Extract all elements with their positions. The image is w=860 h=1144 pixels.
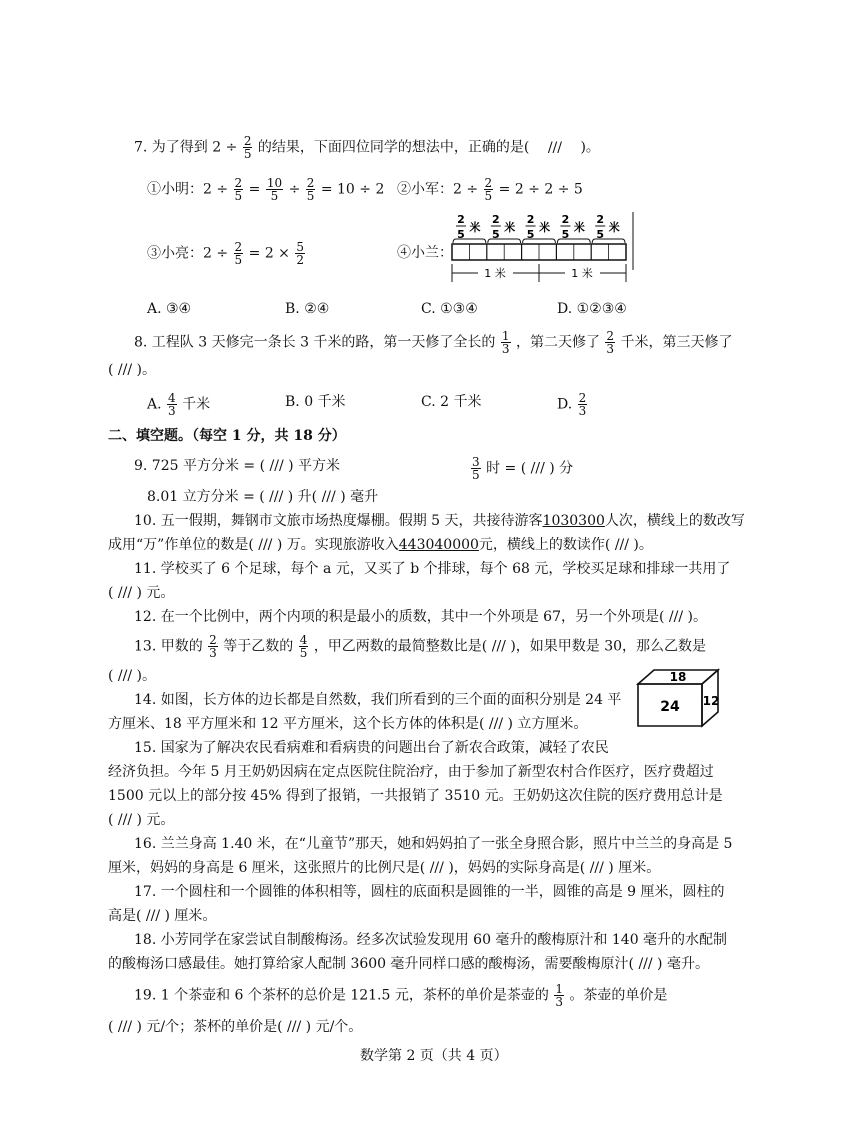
q13-line2[interactable]: ( /// )。: [108, 668, 156, 684]
segment-label: [560, 213, 585, 241]
q15-line1: 15. 国家为了解决农民看病难和看病贵的问题出台了新农合政策，减轻了农民: [134, 740, 609, 756]
q8-stem: 8. 工程队 3 天修完一条长 3 千米的路，第一天修了全长的 $\frac{1}{3}$ ，第二天修了 $\frac{2}{3}$ 千米，第三天修了: [134, 329, 733, 356]
q7-stem-b: 的结果，下面四位同学的想法中，正确的是(: [257, 139, 530, 156]
q7-option-2: ②小军：2 ÷ $\frac{2}{5}$ = 2 ÷ 2 ÷ 5: [397, 176, 583, 203]
q16-line1: 16. 兰兰身高 1.40 米，在“儿童节”那天，她和妈妈拍了一张全身照合影，照片中兰兰的身高是 5: [134, 836, 733, 852]
fraction-2-5: $\frac{2}{5}$: [484, 176, 493, 203]
segment-label: [456, 213, 481, 241]
q14-line1: 14. 如图，长方体的边长都是自然数，我们所看到的三个面的面积分别是 24 平: [134, 692, 622, 708]
choice-a[interactable]: A. ③④: [147, 301, 192, 317]
fraction-5-2: $\frac{5}{2}$: [296, 240, 305, 267]
side-face-label: 12: [702, 694, 720, 708]
svg-text:2: 2: [457, 213, 465, 226]
q18-line1: 18. 小芳同学在家尝试自制酸梅汤。经多次试验发现用 60 毫升的酸梅原汁和 140 毫升的水配制: [134, 932, 728, 948]
svg-text:2: 2: [526, 213, 535, 226]
fraction-2-5: $\frac{2}{5}$: [234, 240, 243, 267]
choice-a[interactable]: A. $\frac{4}{3}$ 千米: [147, 391, 211, 418]
segment-diagram: [448, 208, 638, 294]
svg-text:5: 5: [596, 228, 605, 241]
q11-line1: 11. 学校买了 6 个足球，每个 a 元，又买了 b 个排球，每个 68 元，学校买足球和排球一共用了: [134, 561, 731, 577]
fraction-1-3: $\frac{1}{3}$: [501, 329, 510, 356]
q7-blank[interactable]: ///: [547, 139, 562, 156]
q18-line2: 的酸梅汤口感最佳。她打算给家人配制 3600 毫升同样口感的酸梅汤，需要酸梅原汁( /// ) 毫升。: [108, 956, 709, 972]
cuboid-diagram: [632, 664, 732, 730]
svg-text:5: 5: [526, 228, 535, 241]
fraction-2-5: $\frac{2}{5}$: [243, 134, 252, 161]
q14-line2: 方厘米、18 平方厘米和 12 平方厘米，这个长方体的体积是( /// ) 立方厘米。: [108, 716, 588, 732]
q7-stem-end: )。: [580, 139, 600, 156]
q9-a: 9. 725 平方分米 = ( /// ) 平方米: [134, 458, 341, 474]
svg-text:米: 米: [504, 221, 516, 234]
q15-line2: 经济负担。今年 5 月王奶奶因病在定点医院住院治疗，由于参加了新型农村合作医疗，医疗费超过: [108, 764, 714, 780]
fraction-4-5: $\frac{4}{5}$: [299, 633, 308, 660]
choice-b[interactable]: B. ②④: [285, 301, 330, 317]
svg-text:5: 5: [491, 228, 500, 241]
segment-label: [595, 213, 620, 241]
fraction-2-5: $\frac{2}{5}$: [306, 176, 315, 203]
choice-d[interactable]: D. ①②③④: [557, 301, 627, 317]
page-footer: 数学第 2 页（共 4 页）: [360, 1048, 508, 1064]
choice-c[interactable]: C. 2 千米: [421, 394, 482, 410]
choice-c[interactable]: C. ①③④: [421, 301, 478, 317]
one-meter-label: 1 米: [571, 267, 593, 280]
fraction-2-3: $\frac{2}{3}$: [209, 633, 217, 660]
fraction-3-5: $\frac{3}{5}$: [472, 455, 480, 482]
q7-option-4-label: ④小兰：: [397, 245, 453, 261]
svg-text:2: 2: [596, 213, 605, 226]
q10-line2: 成用“万”作单位的数是( /// ) 万。实现旅游收入443040000元，横线上的数读作( /// )。: [108, 537, 653, 553]
q7-stem-a: 7. 为了得到 2 ÷: [134, 139, 238, 156]
choice-d[interactable]: D. $\frac{2}{3}$: [557, 391, 587, 418]
svg-text:米: 米: [469, 221, 481, 234]
visitor-count: 1030300: [542, 513, 605, 529]
fraction-10-5: $\frac{10}{5}$: [266, 176, 283, 203]
fraction-2-3: $\frac{2}{3}$: [578, 391, 587, 418]
svg-text:2: 2: [491, 213, 500, 226]
svg-text:米: 米: [573, 221, 585, 234]
q16-line2: 厘米，妈妈的身高是 6 厘米，这张照片的比例尺是( /// )，妈妈的实际身高是( /// ) 厘米。: [108, 860, 661, 876]
svg-text:2: 2: [561, 213, 570, 226]
q7-option-3: ③小亮：2 ÷ $\frac{2}{5}$ = 2 × $\frac{5}{2}$: [147, 240, 305, 267]
svg-text:米: 米: [539, 221, 551, 234]
q11-line2[interactable]: ( /// ) 元。: [108, 585, 175, 601]
front-face-label: 24: [660, 699, 680, 715]
q8-blank-line[interactable]: ( /// )。: [108, 362, 156, 378]
income-number: 443040000: [398, 537, 479, 553]
svg-text:5: 5: [561, 228, 570, 241]
section-heading: 二、填空题。（每空 1 分，共 18 分）: [108, 428, 346, 444]
q9-b: $\frac{3}{5}$ 时 = ( /// ) 分: [472, 455, 574, 482]
q15-line4[interactable]: ( /// ) 元。: [108, 812, 175, 828]
q10-line1: 10. 五一假期，舞钢市文旅市场热度爆棚。假期 5 天，共接待游客1030300人次，横线上的数改写: [134, 513, 745, 529]
top-face-label: 18: [669, 670, 687, 684]
fraction-1-3: $\frac{1}{3}$: [555, 982, 563, 1009]
q17-line2: 高是( /// ) 厘米。: [108, 908, 217, 924]
q9-c: 8.01 立方分米 = ( /// ) 升( /// ) 毫升: [147, 489, 379, 505]
q17-line1: 17. 一个圆柱和一个圆锥的体积相等，圆柱的底面积是圆锥的一半，圆锥的高是 9 厘米，圆柱的: [134, 884, 725, 900]
q15-line3: 1500 元以上的部分按 45% 得到了报销，一共报销了 3510 元。王奶奶这次住院的医疗费用总计是: [108, 788, 723, 804]
q13-line1: 13. 甲数的 $\frac{2}{3}$ 等于乙数的 $\frac{4}{5}$ ，甲乙两数的最简整数比是( /// )，如果甲数是 30，那么乙数是: [134, 633, 707, 660]
segment-label: [491, 213, 516, 241]
svg-text:米: 米: [608, 221, 620, 234]
fraction-2-3: $\frac{2}{3}$: [606, 329, 615, 356]
segment-label: [526, 213, 551, 241]
one-meter-label: 1 米: [484, 267, 506, 280]
choice-b[interactable]: B. 0 千米: [285, 394, 346, 410]
q7-option-1: ①小明：2 ÷ $\frac{2}{5}$ = $\frac{10}{5}$ ÷ $\frac{2}{5}$ = 10 ÷ 2: [147, 176, 385, 203]
svg-text:5: 5: [457, 228, 465, 241]
q7-stem: [134, 135, 600, 160]
fraction-4-3: $\frac{4}{3}$: [168, 391, 176, 418]
q19-line1: 19. 1 个茶壶和 6 个茶杯的总价是 121.5 元，茶杯的单价是茶壶的 $\frac{1}{3}$ 。茶壶的单价是: [134, 982, 668, 1009]
q12: 12. 在一个比例中，两个内项的积是最小的质数，其中一个外项是 67，另一个外项是( /// )。: [134, 609, 707, 625]
fraction-2-5: $\frac{2}{5}$: [234, 176, 243, 203]
q19-line2: ( /// ) 元/个；茶杯的单价是( /// ) 元/个。: [108, 1019, 363, 1035]
